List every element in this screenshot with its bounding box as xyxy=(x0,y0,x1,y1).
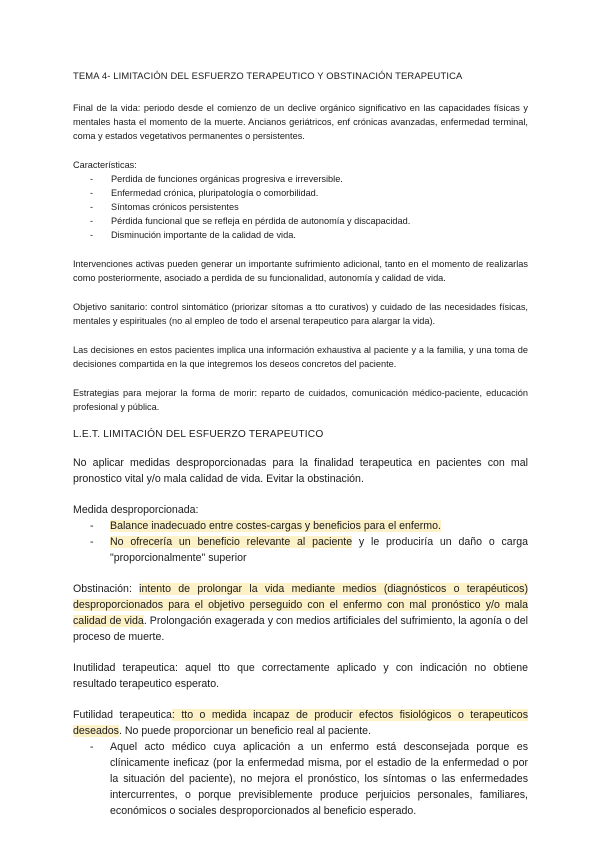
caracteristicas-heading: Características: xyxy=(73,160,137,170)
futilidad-section xyxy=(73,707,528,819)
highlighted-text: : tto o medida incapaz de producir efectos fisiológicos o terapeuticos deseados xyxy=(73,709,529,737)
intervenciones-paragraph: Intervenciones activas pueden generar un importante sufrimiento adicional, tanto en el momento de realizarlas como posteriormente, asociado a perdida de su funcionalidad, autonomía y calidad de vida. xyxy=(73,259,528,283)
obstinacion-label: Obstinación: xyxy=(73,583,140,595)
list-item xyxy=(73,518,528,534)
list-item: - Perdida de funciones orgánicas progresiva e irreversible. xyxy=(73,172,528,186)
decisiones-paragraph: Las decisiones en estos pacientes implica una información exhaustiva al paciente y a la familia, y una toma de decisiones compartida en la que integremos los deseos concretos del paciente. xyxy=(73,345,528,369)
inutilidad-paragraph: Inutilidad terapeutica: aquel tto que correctamente aplicado y con indicación no obtiene resultado terapeutico esperato. xyxy=(73,662,528,690)
list-item xyxy=(73,534,528,566)
estrategias-paragraph: Estrategias para mejorar la forma de morir: reparto de cuidados, comunicación médico-paciente, educación profesional y pública. xyxy=(73,388,528,412)
let-definition: No aplicar medidas desproporcionadas para la finalidad terapeutica en pacientes con mal pronostico vital y/o mala calidad de vida. Evitar la obstinación. xyxy=(73,457,528,485)
caracteristicas-section xyxy=(73,158,528,242)
list-item-text: y le produciría un daño o carga "proporcionalmente" superior xyxy=(110,536,529,564)
list-item: - Enfermedad crónica, pluripatología o comorbilidad. xyxy=(73,186,528,200)
futilidad-paragraph xyxy=(73,707,528,739)
document-title: TEMA 4- LIMITACIÓN DEL ESFUERZO TERAPEUTICO Y OBSTINACIÓN TERAPEUTICA xyxy=(73,70,463,81)
caracteristicas-list xyxy=(73,172,528,242)
list-item: - Pérdida funcional que se refleja en pérdida de autonomía y discapacidad. xyxy=(73,214,528,228)
futilidad-label: Futilidad terapeutica xyxy=(73,709,172,721)
medida-list xyxy=(73,518,528,566)
list-item: - Síntomas crónicos persistentes xyxy=(73,200,528,214)
obstinacion-paragraph xyxy=(73,581,528,645)
let-heading: L.E.T. LIMITACIÓN DEL ESFUERZO TERAPEUTICO xyxy=(73,429,324,440)
obstinacion-rest: . Prolongación exagerada y con medios artificiales del sufrimiento, la agonía o del proceso de muerte. xyxy=(73,615,528,643)
medida-section xyxy=(73,502,528,566)
futilidad-list xyxy=(73,739,528,819)
final-de-la-vida-paragraph: Final de la vida: periodo desde el comienzo de un declive orgánico significativo en las capacidades físicas y mentales hasta el momento de la muerte. Ancianos geriátricos, enf crónicas avanzadas, enfermedad terminal, coma y estados vegetativos permanentes o persistentes. xyxy=(73,103,528,141)
futilidad-rest: . No puede proporcionar un beneficio real al paciente. xyxy=(118,725,372,737)
medida-heading: Medida desproporcionada: xyxy=(73,504,199,516)
list-item: - Aquel acto médico cuya aplicación a un enfermo está desconsejada porque es clínicamente ineficaz (por la enfermedad misma, por el estadio de la enfermedad o por la situación del paciente), no mejora el pronóstico, los síntomas o las enfermedades intercurrentes, o porque previsiblemente produce perjuicios personales, familiares, económicos o sociales desproporcionados al beneficio esperado. xyxy=(73,739,528,819)
highlighted-text: Balance inadecuado entre costes-cargas y beneficios para el enfermo. xyxy=(110,520,441,532)
objetivo-paragraph: Objetivo sanitario: control sintomático (priorizar sítomas a tto curativos) y cuidado de las necesidades físicas, mentales y espirituales (no al empleo de todo el arsenal terapeutico para alargar la vida). xyxy=(73,302,528,326)
list-item: - Disminución importante de la calidad de vida. xyxy=(73,228,528,242)
document-page xyxy=(73,70,528,819)
highlighted-text: No ofrecería un beneficio relevante al paciente xyxy=(110,536,353,548)
highlighted-text: intento de prolongar la vida mediante medios (diagnósticos o terapéuticos) desproporcionados para el objetivo perseguido con el enfermo con mal pronóstico y/o mala calidad de vida xyxy=(73,583,528,627)
